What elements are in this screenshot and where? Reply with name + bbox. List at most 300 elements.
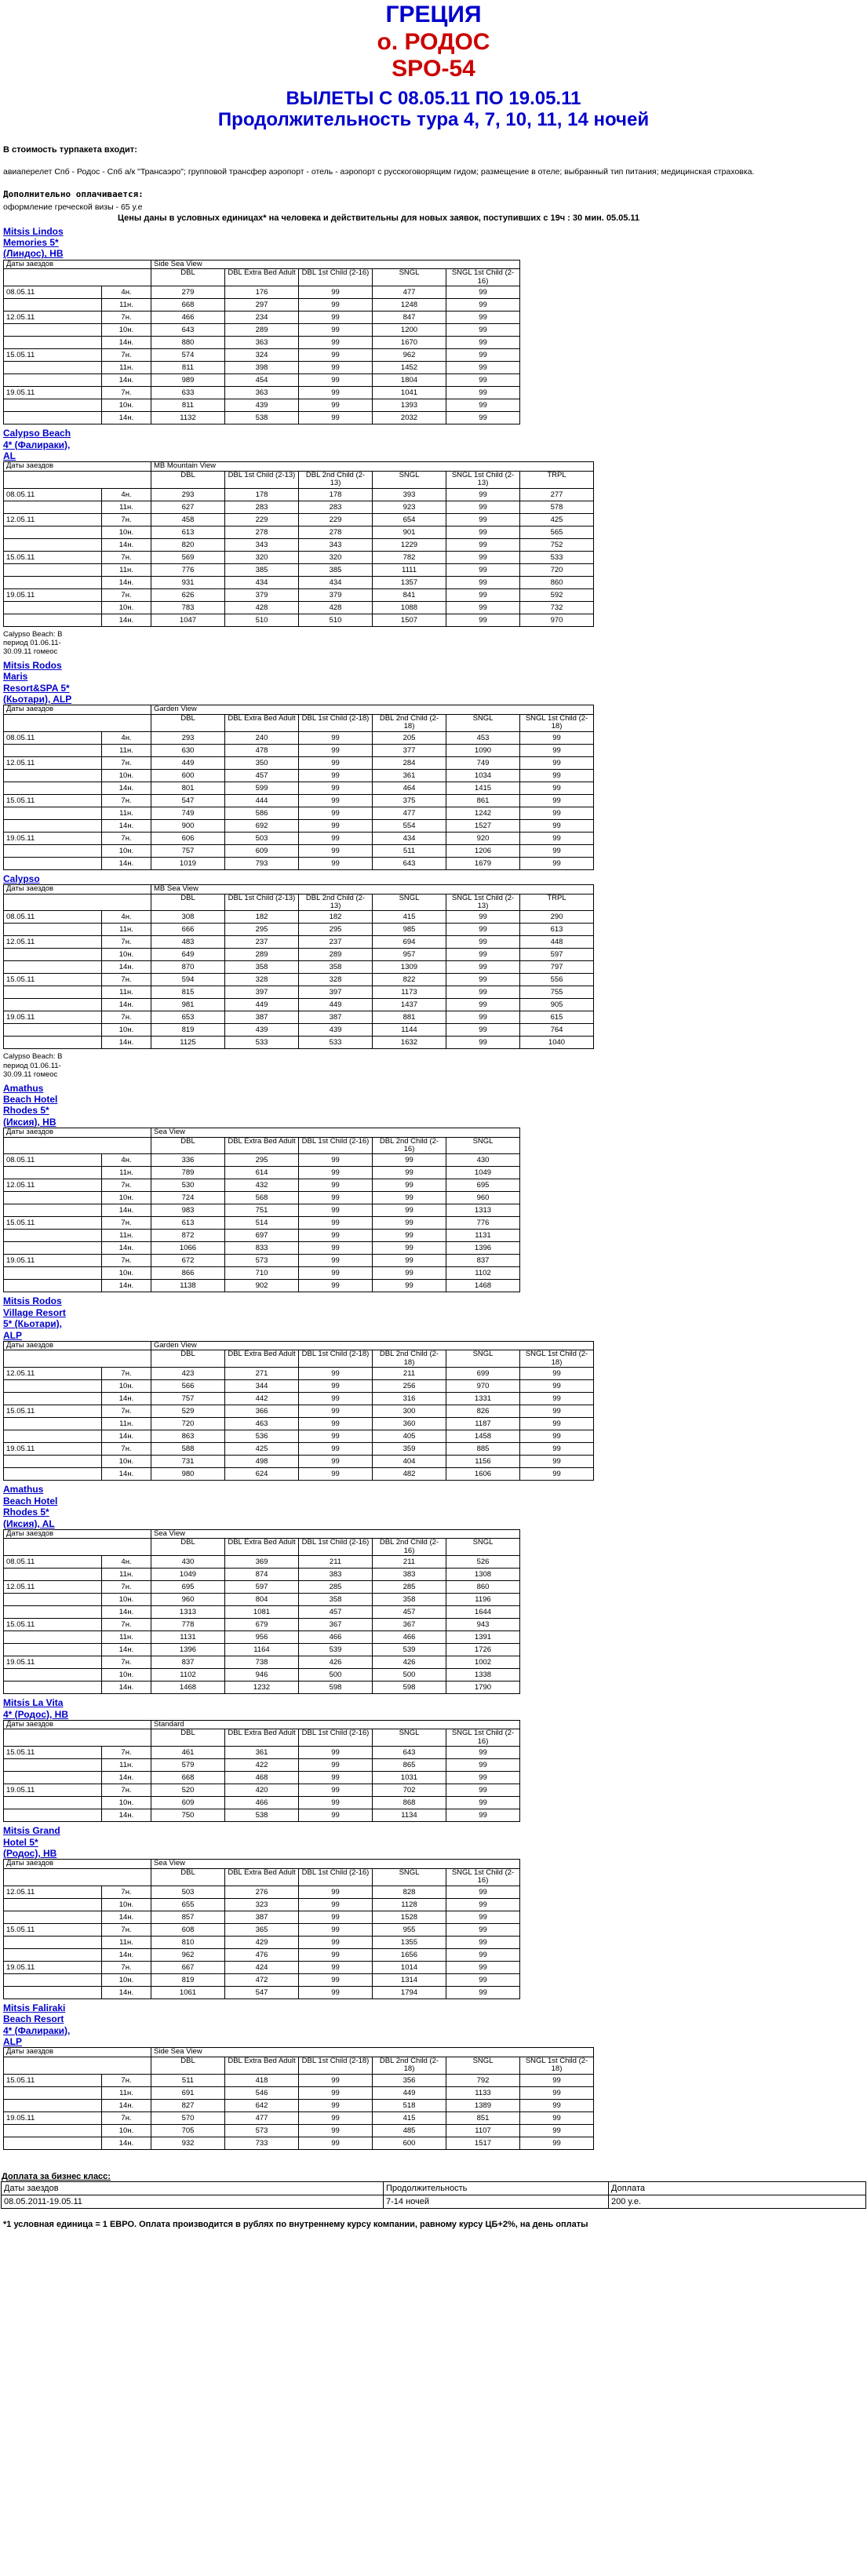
price-cell: 668 xyxy=(151,299,225,312)
price-cell: 668 xyxy=(151,1772,225,1784)
price-cell: 861 xyxy=(446,794,520,807)
price-cell: 520 xyxy=(151,1784,225,1797)
date-cell xyxy=(4,1242,102,1255)
nights-cell: 11н. xyxy=(102,299,151,312)
price-cell: 841 xyxy=(373,588,446,601)
dates-label: Даты заездов xyxy=(4,705,151,714)
price-cell: 449 xyxy=(373,2086,446,2099)
date-cell xyxy=(4,2086,102,2099)
table-row xyxy=(4,1973,520,1986)
nights-cell: 7н. xyxy=(102,588,151,601)
price-cell: 99 xyxy=(299,1280,373,1292)
room-type-row xyxy=(4,1342,594,1350)
price-cell: 99 xyxy=(299,794,373,807)
column-header: DBL Extra Bed Adult xyxy=(225,1729,299,1747)
price-cell: 1794 xyxy=(373,1986,446,1998)
price-cell: 99 xyxy=(299,1784,373,1797)
price-cell: 2032 xyxy=(373,412,446,424)
date-cell xyxy=(4,769,102,782)
date-cell xyxy=(4,1418,102,1430)
price-cell: 1656 xyxy=(373,1948,446,1961)
price-cell: 1314 xyxy=(373,1973,446,1986)
price-cell: 99 xyxy=(520,857,594,869)
price-cell: 99 xyxy=(446,324,520,337)
column-header: SNGL xyxy=(446,2057,520,2074)
date-cell xyxy=(4,1204,102,1217)
price-cell: 99 xyxy=(299,1468,373,1481)
price-cell: 358 xyxy=(299,961,373,974)
dates-label: Даты заездов xyxy=(4,2048,151,2057)
price-cell: 1355 xyxy=(373,1936,446,1948)
price-cell: 757 xyxy=(151,1393,225,1405)
nights-cell: 7н. xyxy=(102,1886,151,1898)
price-cell: 819 xyxy=(151,1973,225,1986)
price-cell: 449 xyxy=(299,999,373,1011)
price-cell: 960 xyxy=(151,1594,225,1606)
price-cell: 99 xyxy=(446,588,520,601)
price-cell: 361 xyxy=(373,769,446,782)
price-cell: 176 xyxy=(225,286,299,299)
table-row xyxy=(4,1037,594,1049)
nights-cell: 7н. xyxy=(102,387,151,399)
date-cell: 12.05.11 xyxy=(4,1368,102,1380)
table-row xyxy=(4,1669,520,1682)
included-title: В стоимость турпакета входит: xyxy=(3,144,137,155)
hotel-link[interactable]: Mitsis Rodos Village Resort 5* (Кьотари), ALP xyxy=(3,1295,66,1341)
price-cell: 99 xyxy=(299,324,373,337)
price-cell: 1049 xyxy=(151,1569,225,1581)
price-cell: 99 xyxy=(299,1230,373,1242)
date-cell: 19.05.11 xyxy=(4,1961,102,1973)
date-cell: 15.05.11 xyxy=(4,1405,102,1418)
price-cell: 536 xyxy=(225,1430,299,1443)
nights-cell: 7н. xyxy=(102,1368,151,1380)
price-cell: 361 xyxy=(225,1747,299,1759)
price-cell: 614 xyxy=(225,1167,299,1179)
column-header: SNGL xyxy=(373,1868,446,1886)
price-cell: 720 xyxy=(151,1418,225,1430)
table-row xyxy=(4,769,594,782)
price-cell: 377 xyxy=(373,744,446,756)
nights-cell: 14н. xyxy=(102,1242,151,1255)
price-cell: 99 xyxy=(446,936,520,949)
date-cell xyxy=(4,601,102,614)
table-row xyxy=(4,1430,594,1443)
price-cell: 609 xyxy=(151,1797,225,1809)
price-cell: 229 xyxy=(225,513,299,526)
dates-label: Даты заездов xyxy=(4,1860,151,1868)
price-cell: 99 xyxy=(299,1759,373,1772)
price-cell: 653 xyxy=(151,1011,225,1024)
table-row xyxy=(4,299,520,312)
price-cell: 360 xyxy=(373,1418,446,1430)
table-row xyxy=(4,1911,520,1923)
price-cell: 99 xyxy=(520,844,594,857)
price-cell: 1313 xyxy=(151,1606,225,1619)
nights-cell: 7н. xyxy=(102,1443,151,1456)
price-cell: 597 xyxy=(225,1581,299,1594)
price-table xyxy=(3,461,594,626)
price-cell: 1804 xyxy=(373,374,446,387)
table-row xyxy=(4,1784,520,1797)
price-cell: 99 xyxy=(299,1430,373,1443)
date-cell xyxy=(4,986,102,999)
date-cell xyxy=(4,1797,102,1809)
price-cell: 655 xyxy=(151,1898,225,1911)
price-cell: 99 xyxy=(299,1192,373,1204)
price-cell: 643 xyxy=(151,324,225,337)
price-cell: 485 xyxy=(373,2124,446,2137)
price-cell: 99 xyxy=(299,1393,373,1405)
price-cell: 99 xyxy=(299,362,373,374)
column-header: DBL 2nd Child (2-18) xyxy=(373,1350,446,1368)
price-table xyxy=(3,1720,520,1822)
hotel-link[interactable]: Calypso Beach 4* (Фалираки), AL xyxy=(3,428,71,461)
price-cell: 578 xyxy=(520,501,594,513)
header-spacer xyxy=(4,714,151,731)
table-row xyxy=(4,2099,594,2111)
price-cell: 962 xyxy=(151,1948,225,1961)
price-cell: 1061 xyxy=(151,1986,225,1998)
table-row xyxy=(4,488,594,501)
table-row xyxy=(4,551,594,563)
column-header: SNGL xyxy=(373,894,446,911)
column-header: DBL 2nd Child (2-16) xyxy=(373,1137,446,1154)
date-cell xyxy=(4,1948,102,1961)
price-cell: 833 xyxy=(225,1242,299,1255)
price-cell: 99 xyxy=(299,374,373,387)
price-cell: 510 xyxy=(299,614,373,626)
table-row xyxy=(4,399,520,412)
date-cell xyxy=(4,807,102,819)
nights-cell: 4н. xyxy=(102,286,151,299)
price-cell: 592 xyxy=(520,588,594,601)
price-cell: 99 xyxy=(446,974,520,986)
column-header: DBL xyxy=(151,1350,225,1368)
nights-cell: 14н. xyxy=(102,961,151,974)
price-cell: 99 xyxy=(520,2099,594,2111)
price-cell: 99 xyxy=(299,731,373,744)
column-header: DBL 1st Child (2-16) xyxy=(299,1868,373,1886)
price-cell: 430 xyxy=(446,1154,520,1167)
price-cell: 1002 xyxy=(446,1656,520,1669)
price-cell: 752 xyxy=(520,538,594,551)
table-row xyxy=(4,949,594,961)
column-header: DBL xyxy=(151,1137,225,1154)
price-cell: 1338 xyxy=(446,1669,520,1682)
date-cell xyxy=(4,1631,102,1644)
table-row xyxy=(4,782,594,794)
column-header: DBL xyxy=(151,1868,225,1886)
price-cell: 749 xyxy=(446,756,520,769)
price-cell: 1679 xyxy=(446,857,520,869)
price-cell: 434 xyxy=(373,832,446,844)
date-cell: 19.05.11 xyxy=(4,1011,102,1024)
price-cell: 511 xyxy=(373,844,446,857)
room-type: Side Sea View xyxy=(151,260,520,268)
date-cell xyxy=(4,1393,102,1405)
price-cell: 367 xyxy=(373,1619,446,1631)
column-header-row xyxy=(4,894,594,911)
nights-cell: 11н. xyxy=(102,1936,151,1948)
price-cell: 1019 xyxy=(151,857,225,869)
date-cell xyxy=(4,399,102,412)
price-cell: 732 xyxy=(520,601,594,614)
price-cell: 99 xyxy=(520,1405,594,1418)
date-cell xyxy=(4,501,102,513)
column-header: DBL Extra Bed Adult xyxy=(225,1137,299,1154)
nights-cell: 4н. xyxy=(102,731,151,744)
price-cell: 99 xyxy=(446,1986,520,1998)
table-row xyxy=(4,412,520,424)
nights-cell: 7н. xyxy=(102,974,151,986)
date-cell xyxy=(4,1456,102,1468)
price-cell: 99 xyxy=(373,1230,446,1242)
date-cell: 12.05.11 xyxy=(4,312,102,324)
date-cell xyxy=(4,1809,102,1822)
price-cell: 420 xyxy=(225,1784,299,1797)
nights-cell: 10н. xyxy=(102,1973,151,1986)
hotel-link[interactable]: Mitsis Faliraki Beach Resort 4* (Фалираки), ALP xyxy=(3,2002,71,2047)
date-cell xyxy=(4,614,102,626)
nights-cell: 7н. xyxy=(102,1011,151,1024)
price-cell: 449 xyxy=(225,999,299,1011)
price-cell: 1102 xyxy=(151,1669,225,1682)
price-cell: 466 xyxy=(225,1797,299,1809)
price-cell: 99 xyxy=(299,1961,373,1973)
table-row xyxy=(4,1204,520,1217)
price-cell: 289 xyxy=(225,324,299,337)
price-cell: 99 xyxy=(446,349,520,362)
room-type: Sea View xyxy=(151,1128,520,1137)
price-cell: 1726 xyxy=(446,1644,520,1656)
date-cell: 08.05.11 xyxy=(4,488,102,501)
hotel-link[interactable]: Mitsis La Vita 4* (Родос), HB xyxy=(3,1697,69,1720)
departures-title: ВЫЛЕТЫ С 08.05.11 ПО 19.05.11 xyxy=(286,87,581,109)
price-cell: 699 xyxy=(446,1368,520,1380)
table-row xyxy=(4,819,594,832)
price-cell: 874 xyxy=(225,1569,299,1581)
price-cell: 99 xyxy=(520,2124,594,2137)
nights-cell: 14н. xyxy=(102,1037,151,1049)
price-cell: 99 xyxy=(299,832,373,844)
price-cell: 989 xyxy=(151,374,225,387)
date-cell xyxy=(4,526,102,538)
price-cell: 608 xyxy=(151,1923,225,1936)
price-cell: 477 xyxy=(373,286,446,299)
table-row xyxy=(4,832,594,844)
table-row xyxy=(4,349,520,362)
hotel-link[interactable]: Calypso xyxy=(3,873,40,884)
country-title: ГРЕЦИЯ xyxy=(385,2,482,27)
price-cell: 1357 xyxy=(373,576,446,588)
date-cell: 19.05.11 xyxy=(4,387,102,399)
price-cell: 503 xyxy=(225,832,299,844)
price-cell: 99 xyxy=(446,1809,520,1822)
nights-cell: 14н. xyxy=(102,576,151,588)
price-cell: 923 xyxy=(373,501,446,513)
price-cell: 526 xyxy=(446,1556,520,1569)
price-cell: 439 xyxy=(225,1024,299,1037)
price-cell: 293 xyxy=(151,731,225,744)
price-cell: 957 xyxy=(373,949,446,961)
table-row xyxy=(4,2074,594,2086)
date-cell xyxy=(4,1911,102,1923)
hotel-link[interactable]: Amathus Beach Hotel Rhodes 5* (Иксия), AL xyxy=(3,1484,58,1529)
price-cell: 1391 xyxy=(446,1631,520,1644)
price-cell: 99 xyxy=(520,782,594,794)
price-cell: 932 xyxy=(151,2137,225,2149)
date-cell: 19.05.11 xyxy=(4,588,102,601)
price-cell: 99 xyxy=(299,1911,373,1923)
price-cell: 1527 xyxy=(446,819,520,832)
price-cell: 99 xyxy=(446,1797,520,1809)
price-cell: 182 xyxy=(299,911,373,924)
table-row xyxy=(4,1443,594,1456)
price-cell: 847 xyxy=(373,312,446,324)
column-header-row xyxy=(4,714,594,731)
hotel-link[interactable]: Mitsis Lindos Memories 5* (Линдос), HB xyxy=(3,225,64,260)
date-cell xyxy=(4,2099,102,2111)
price-cell: 356 xyxy=(373,2074,446,2086)
table-row xyxy=(4,1656,520,1669)
price-cell: 695 xyxy=(151,1581,225,1594)
price-cell: 99 xyxy=(299,782,373,794)
date-cell: 15.05.11 xyxy=(4,349,102,362)
price-cell: 99 xyxy=(520,2111,594,2124)
room-type-row xyxy=(4,885,594,894)
nights-cell: 7н. xyxy=(102,1784,151,1797)
price-cell: 99 xyxy=(299,1809,373,1822)
price-cell: 99 xyxy=(520,1368,594,1380)
date-cell: 15.05.11 xyxy=(4,1217,102,1230)
price-cell: 99 xyxy=(520,731,594,744)
price-cell: 981 xyxy=(151,999,225,1011)
price-cell: 454 xyxy=(225,374,299,387)
price-cell: 99 xyxy=(299,349,373,362)
price-cell: 234 xyxy=(225,312,299,324)
nights-cell: 14н. xyxy=(102,1606,151,1619)
table-row xyxy=(4,1923,520,1936)
price-cell: 99 xyxy=(446,1759,520,1772)
date-cell xyxy=(4,374,102,387)
price-cell: 99 xyxy=(299,2124,373,2137)
price-table xyxy=(3,1128,520,1292)
date-cell xyxy=(4,412,102,424)
price-cell: 358 xyxy=(373,1594,446,1606)
price-cell: 586 xyxy=(225,807,299,819)
table-row xyxy=(4,2086,594,2099)
nights-cell: 11н. xyxy=(102,1167,151,1179)
price-cell: 365 xyxy=(225,1923,299,1936)
table-row xyxy=(4,1380,594,1393)
price-cell: 866 xyxy=(151,1267,225,1280)
price-cell: 278 xyxy=(299,526,373,538)
hotel-link[interactable]: Mitsis Grand Hotel 5* (Родос), HB xyxy=(3,1825,60,1860)
price-cell: 99 xyxy=(520,1430,594,1443)
column-header: DBL xyxy=(151,894,225,911)
price-cell: 749 xyxy=(151,807,225,819)
nights-cell: 7н. xyxy=(102,349,151,362)
price-cell: 865 xyxy=(373,1759,446,1772)
nights-cell: 4н. xyxy=(102,1556,151,1569)
table-row xyxy=(4,1393,594,1405)
business-header-price: Доплата xyxy=(609,2181,866,2195)
table-row xyxy=(4,1581,520,1594)
column-header: DBL Extra Bed Adult xyxy=(225,1539,299,1556)
nights-cell: 7н. xyxy=(102,756,151,769)
price-cell: 432 xyxy=(225,1179,299,1192)
price-cell: 442 xyxy=(225,1393,299,1405)
hotel-note: Calypso Beach: В период 01.06.11-30.09.11 гомеос xyxy=(3,629,63,657)
date-cell xyxy=(4,563,102,576)
nights-cell: 7н. xyxy=(102,2111,151,2124)
price-cell: 99 xyxy=(446,387,520,399)
nights-cell: 14н. xyxy=(102,819,151,832)
price-cell: 178 xyxy=(299,488,373,501)
nights-cell: 11н. xyxy=(102,986,151,999)
price-cell: 679 xyxy=(225,1619,299,1631)
room-type-row xyxy=(4,260,520,268)
table-row xyxy=(4,1948,520,1961)
price-cell: 672 xyxy=(151,1255,225,1267)
price-cell: 453 xyxy=(446,731,520,744)
price-cell: 1248 xyxy=(373,299,446,312)
date-cell xyxy=(4,1682,102,1694)
price-cell: 606 xyxy=(151,832,225,844)
nights-cell: 10н. xyxy=(102,601,151,614)
price-cell: 99 xyxy=(299,819,373,832)
table-row xyxy=(4,936,594,949)
price-cell: 423 xyxy=(151,1368,225,1380)
price-cell: 872 xyxy=(151,1230,225,1242)
price-cell: 99 xyxy=(446,551,520,563)
date-cell xyxy=(4,324,102,337)
price-cell: 99 xyxy=(299,1986,373,1998)
price-cell: 1528 xyxy=(373,1911,446,1923)
price-table xyxy=(3,1341,594,1481)
price-cell: 385 xyxy=(299,563,373,576)
price-cell: 547 xyxy=(151,794,225,807)
price-cell: 797 xyxy=(520,961,594,974)
nights-cell: 14н. xyxy=(102,1204,151,1217)
price-cell: 697 xyxy=(225,1230,299,1242)
price-cell: 1133 xyxy=(446,2086,520,2099)
hotel-link[interactable]: Mitsis Rodos Maris Resort&SPA 5* (Кьотари), ALP xyxy=(3,659,72,705)
price-cell: 284 xyxy=(373,756,446,769)
price-cell: 99 xyxy=(299,286,373,299)
price-cell: 99 xyxy=(446,526,520,538)
price-cell: 943 xyxy=(446,1619,520,1631)
price-cell: 439 xyxy=(225,399,299,412)
price-cell: 99 xyxy=(446,374,520,387)
price-cell: 931 xyxy=(151,576,225,588)
price-cell: 1452 xyxy=(373,362,446,374)
hotel-link[interactable]: Amathus Beach Hotel Rhodes 5* (Иксия), HB xyxy=(3,1082,58,1128)
price-cell: 99 xyxy=(299,299,373,312)
nights-cell: 11н. xyxy=(102,744,151,756)
date-cell xyxy=(4,1468,102,1481)
table-row xyxy=(4,1468,594,1481)
island-title: о. РОДОС xyxy=(377,28,490,55)
price-cell: 99 xyxy=(520,794,594,807)
price-cell: 99 xyxy=(446,1923,520,1936)
table-row xyxy=(4,1682,520,1694)
price-cell: 1031 xyxy=(373,1772,446,1784)
price-cell: 444 xyxy=(225,794,299,807)
price-cell: 863 xyxy=(151,1430,225,1443)
price-cell: 99 xyxy=(299,1267,373,1280)
